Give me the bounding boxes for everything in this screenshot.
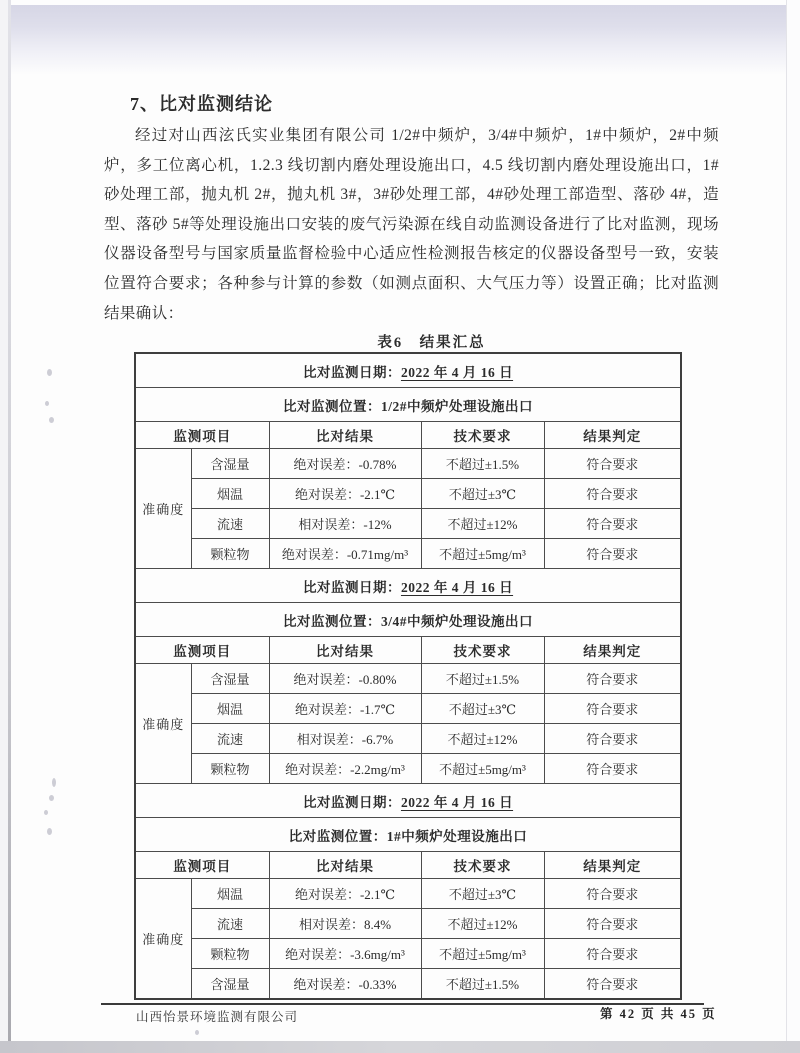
requirement-cell: 不超过±12% — [421, 909, 544, 939]
section-title: 7、比对监测结论 — [130, 94, 273, 114]
table-row — [135, 569, 681, 603]
date-value: 2022 年 4 月 16 日 — [400, 794, 514, 810]
table-row — [135, 479, 681, 509]
requirement-cell: 不超过±1.5% — [421, 449, 544, 479]
header-item: 监测项目 — [135, 422, 269, 449]
judgement-cell: 符合要求 — [544, 754, 681, 784]
requirement-cell: 不超过±12% — [421, 724, 544, 754]
table-row — [135, 879, 681, 909]
conclusion-paragraph: 经过对山西泫氏实业集团有限公司 1/2#中频炉，3/4#中频炉，1#中频炉，2#中频炉，多工位离心机，1.2.3 线切割内磨处理设施出口，4.5 线切割内磨处理设施出口，1#砂处理工部，抛丸机 2#，抛丸机 3#，3#砂处理工部，4#砂处理工部造型、落砂 4#，造型、落砂 5#等处理设施出口安装的废气污染源在线自动监测设备进行了比对监测，现场仪器设备型号与国家质量监督检验中心适应性检测报告核定的仪器设备型号一致，安装位置符合要求；各种参与计算的参数（如测点面积、大气压力等）设置正确；比对监测结果确认： — [104, 127, 719, 322]
table-header-row — [135, 637, 681, 664]
date-value: 2022 年 4 月 16 日 — [400, 579, 514, 595]
page-edge-left-line — [8, 0, 11, 1053]
location-value: 1/2#中频炉处理设施出口 — [381, 398, 534, 414]
scan-speck — [47, 369, 52, 376]
result-cell: 相对误差：8.4% — [269, 909, 421, 939]
item-cell: 含湿量 — [191, 969, 269, 1000]
header-result: 比对结果 — [269, 422, 421, 449]
header-result: 比对结果 — [269, 637, 421, 664]
date-cell — [135, 784, 681, 818]
requirement-cell: 不超过±3℃ — [421, 879, 544, 909]
date-value: 2022 年 4 月 16 日 — [400, 364, 514, 380]
date-cell — [135, 569, 681, 603]
table-header-row — [135, 852, 681, 879]
judgement-cell: 符合要求 — [544, 694, 681, 724]
judgement-cell: 符合要求 — [544, 939, 681, 969]
judgement-cell: 符合要求 — [544, 539, 681, 569]
result-cell: 相对误差：-6.7% — [269, 724, 421, 754]
item-cell: 颗粒物 — [191, 539, 269, 569]
table-row — [135, 939, 681, 969]
requirement-cell: 不超过±3℃ — [421, 694, 544, 724]
table-row — [135, 818, 681, 852]
table-row — [135, 449, 681, 479]
scan-speck — [44, 810, 48, 815]
result-cell: 绝对误差：-0.80% — [269, 664, 421, 694]
location-cell — [135, 388, 681, 422]
result-cell: 绝对误差：-2.1℃ — [269, 879, 421, 909]
judgement-cell: 符合要求 — [544, 664, 681, 694]
item-cell: 烟温 — [191, 694, 269, 724]
header-item: 监测项目 — [135, 637, 269, 664]
result-cell: 绝对误差：-2.1℃ — [269, 479, 421, 509]
result-cell: 绝对误差：-0.78% — [269, 449, 421, 479]
scan-gradient-band — [11, 5, 788, 75]
date-cell — [135, 353, 681, 388]
requirement-cell: 不超过±1.5% — [421, 969, 544, 1000]
header-judgement: 结果判定 — [544, 422, 681, 449]
header-item: 监测项目 — [135, 852, 269, 879]
table-row — [135, 724, 681, 754]
scan-speck — [52, 778, 56, 787]
footer-page-number: 第 42 页 共 45 页 — [600, 1007, 717, 1021]
table-caption: 表6 结果汇总 — [377, 335, 486, 351]
result-cell: 绝对误差：-1.7℃ — [269, 694, 421, 724]
item-cell: 流速 — [191, 909, 269, 939]
table-row — [135, 388, 681, 422]
item-cell: 流速 — [191, 509, 269, 539]
date-label: 比对监测日期： — [302, 364, 401, 380]
location-label: 比对监测位置： — [283, 613, 381, 629]
group-cell: 准确度 — [135, 879, 191, 1000]
requirement-cell: 不超过±5mg/m³ — [421, 939, 544, 969]
scan-speck — [195, 1030, 199, 1035]
location-cell — [135, 603, 681, 637]
group-cell: 准确度 — [135, 449, 191, 569]
header-requirement: 技术要求 — [421, 637, 544, 664]
page-edge-bottom — [0, 1041, 800, 1053]
table-row — [135, 754, 681, 784]
table-row — [135, 603, 681, 637]
location-value: 1#中频炉处理设施出口 — [386, 828, 528, 844]
table-header-row — [135, 422, 681, 449]
date-label: 比对监测日期： — [302, 794, 401, 810]
table-row — [135, 694, 681, 724]
judgement-cell: 符合要求 — [544, 449, 681, 479]
location-value: 3/4#中频炉处理设施出口 — [381, 613, 534, 629]
item-cell: 颗粒物 — [191, 754, 269, 784]
item-cell: 烟温 — [191, 879, 269, 909]
scan-speck — [47, 828, 52, 835]
footer-company: 山西怡景环境监测有限公司 — [136, 1010, 299, 1024]
requirement-cell: 不超过±3℃ — [421, 479, 544, 509]
item-cell: 流速 — [191, 724, 269, 754]
requirement-cell: 不超过±12% — [421, 509, 544, 539]
result-cell: 绝对误差：-2.2mg/m³ — [269, 754, 421, 784]
item-cell: 烟温 — [191, 479, 269, 509]
header-result: 比对结果 — [269, 852, 421, 879]
item-cell: 含湿量 — [191, 664, 269, 694]
header-requirement: 技术要求 — [421, 852, 544, 879]
results-table — [134, 352, 682, 1000]
judgement-cell: 符合要求 — [544, 909, 681, 939]
page-edge-right — [786, 0, 800, 1053]
table-row — [135, 909, 681, 939]
table-row — [135, 664, 681, 694]
header-judgement: 结果判定 — [544, 852, 681, 879]
judgement-cell: 符合要求 — [544, 479, 681, 509]
result-cell: 绝对误差：-3.6mg/m³ — [269, 939, 421, 969]
location-label: 比对监测位置： — [288, 828, 387, 844]
group-cell: 准确度 — [135, 664, 191, 784]
result-cell: 绝对误差：-0.33% — [269, 969, 421, 1000]
date-label: 比对监测日期： — [302, 579, 401, 595]
judgement-cell: 符合要求 — [544, 509, 681, 539]
table-row — [135, 509, 681, 539]
table-row — [135, 784, 681, 818]
scan-speck — [49, 795, 54, 801]
item-cell: 颗粒物 — [191, 939, 269, 969]
scan-speck — [49, 417, 54, 423]
requirement-cell: 不超过±5mg/m³ — [421, 754, 544, 784]
table-row — [135, 969, 681, 1000]
judgement-cell: 符合要求 — [544, 724, 681, 754]
header-requirement: 技术要求 — [421, 422, 544, 449]
scan-speck — [45, 401, 49, 406]
table-row — [135, 353, 681, 388]
page-edge-left — [0, 0, 8, 1053]
result-cell: 相对误差：-12% — [269, 509, 421, 539]
requirement-cell: 不超过±5mg/m³ — [421, 539, 544, 569]
location-label: 比对监测位置： — [283, 398, 381, 414]
requirement-cell: 不超过±1.5% — [421, 664, 544, 694]
item-cell: 含湿量 — [191, 449, 269, 479]
judgement-cell: 符合要求 — [544, 879, 681, 909]
judgement-cell: 符合要求 — [544, 969, 681, 1000]
header-judgement: 结果判定 — [544, 637, 681, 664]
location-cell — [135, 818, 681, 852]
table-row — [135, 539, 681, 569]
result-cell: 绝对误差：-0.71mg/m³ — [269, 539, 421, 569]
